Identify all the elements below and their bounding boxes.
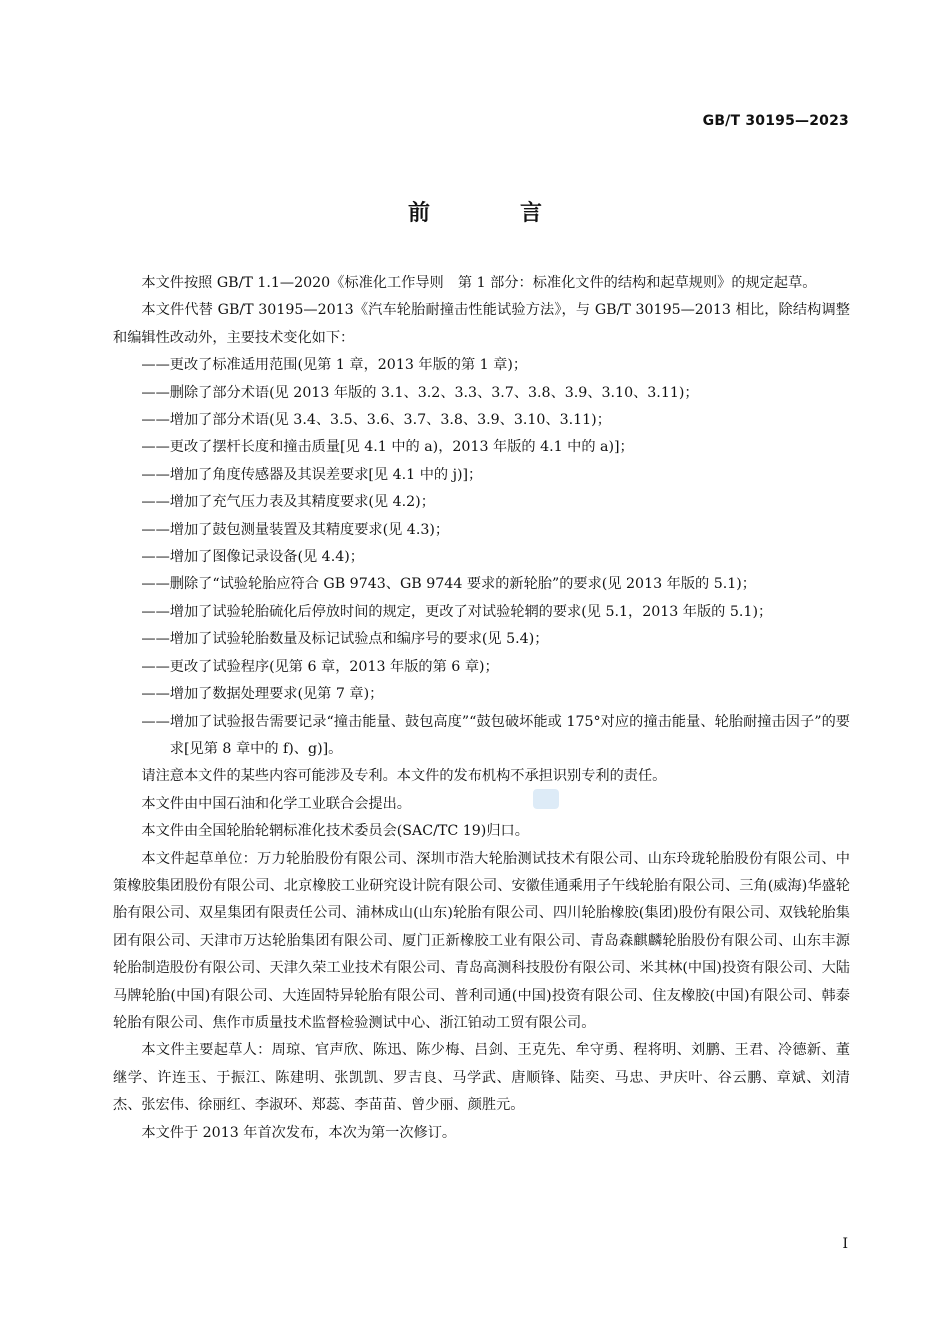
change-item: ——增加了充气压力表及其精度要求(见 4.2)；: [141, 494, 435, 511]
change-item: ——增加了部分术语(见 3.4、3.5、3.6、3.7、3.8、3.9、3.10、3.11)；: [141, 412, 611, 429]
change-item: ——增加了试验轮胎硫化后停放时间的规定，更改了对试验轮辋的要求(见 5.1，2013 年版的 5.1)；: [141, 603, 773, 620]
change-item: ——更改了试验程序(见第 6 章，2013 年版的第 6 章)；: [141, 658, 499, 675]
change-item: ——增加了数据处理要求(见第 7 章)；: [141, 686, 384, 703]
change-item: ——增加了试验报告需要记录“撞击能量、鼓包高度”“鼓包破坏能或 175°对应的撞击能量、轮胎耐撞击因子”的要求[见第 8 章中的 f)、g)]。: [141, 713, 850, 757]
foreword-body: [113, 270, 850, 1147]
watermark-icon: [533, 789, 559, 809]
paragraph-proposer: 本文件由中国石油和化学工业联合会提出。: [141, 795, 411, 812]
change-item: ——增加了角度传感器及其误差要求[见 4.1 中的 j)]；: [141, 466, 483, 483]
paragraph-patent-notice: 请注意本文件的某些内容可能涉及专利。本文件的发布机构不承担识别专利的责任。: [141, 768, 667, 785]
paragraph-drafting-units: 本文件起草单位：万力轮胎股份有限公司、深圳市浩大轮胎测试技术有限公司、山东玲珑轮胎股份有限公司、中策橡胶集团股份有限公司、北京橡胶工业研究设计院有限公司、安徽佳通乘用子午线轮胎有限公司、三角(威海)华盛轮胎有限公司、双星集团有限责任公司、浦林成山(山东)轮胎有限公司、四川轮胎橡胶(集团)股份有限公司、双钱轮胎集团有限公司、天津市万达轮胎集团有限公司、厦门正新橡胶工业有限公司、青岛森麒麟轮胎股份有限公司、山东丰源轮胎制造股份有限公司、天津久荣工业技术有限公司、青岛高测科技股份有限公司、米其林(中国)投资有限公司、大陆马牌轮胎(中国)有限公司、大连固特异轮胎有限公司、普利司通(中国)投资有限公司、住友橡胶(中国)有限公司、韩泰轮胎有限公司、焦作市质量技术监督检验测试中心、浙江铂动工贸有限公司。: [113, 850, 850, 1031]
change-item: ——增加了试验轮胎数量及标记试验点和编序号的要求(见 5.4)；: [141, 631, 549, 648]
paragraph-basis: 本文件按照 GB/T 1.1—2020《标准化工作导则 第 1 部分：标准化文件的结构和起草规则》的规定起草。: [141, 275, 817, 291]
change-item: ——增加了鼓包测量装置及其精度要求(见 4.3)；: [141, 521, 450, 538]
change-item: ——更改了摆杆长度和撞击质量[见 4.1 中的 a)，2013 年版的 4.1 中的 a)]；: [141, 439, 634, 456]
paragraph-committee: 本文件由全国轮胎轮辋标准化技术委员会(SAC/TC 19)归口。: [141, 823, 529, 840]
paragraph-history: 本文件于 2013 年首次发布，本次为第一次修订。: [141, 1124, 457, 1141]
change-item: ——删除了部分术语(见 2013 年版的 3.1、3.2、3.3、3.7、3.8、3.9、3.10、3.11)；: [141, 384, 699, 401]
standard-code: GB/T 30195—2023: [702, 113, 849, 129]
change-item: ——删除了“试验轮胎应符合 GB 9743、GB 9744 要求的新轮胎”的要求(见 2013 年版的 5.1)；: [141, 576, 756, 593]
change-item: ——增加了图像记录设备(见 4.4)；: [141, 549, 364, 566]
paragraph-replacement: 本文件代替 GB/T 30195—2013《汽车轮胎耐撞击性能试验方法》，与 GB/T 30195—2013 相比，除结构调整和编辑性改动外，主要技术变化如下：: [113, 302, 850, 346]
paragraph-drafters: 本文件主要起草人：周琼、官声欣、陈迅、陈少梅、吕剑、王克先、牟守勇、程将明、刘鹏、王君、冷德新、董继学、许连玉、于振江、陈建明、张凯凯、罗吉良、马学武、唐顺锋、陆奕、马忠、尹庆叶、谷云鹏、章斌、刘清杰、张宏伟、徐丽红、李淑环、郑蕊、李苗苗、曾少丽、颜胜元。: [113, 1042, 850, 1114]
change-item: ——更改了标准适用范围(见第 1 章，2013 年版的第 1 章)；: [141, 357, 528, 374]
page-title: 前 言: [407, 201, 576, 226]
page-number: I: [842, 1236, 848, 1252]
